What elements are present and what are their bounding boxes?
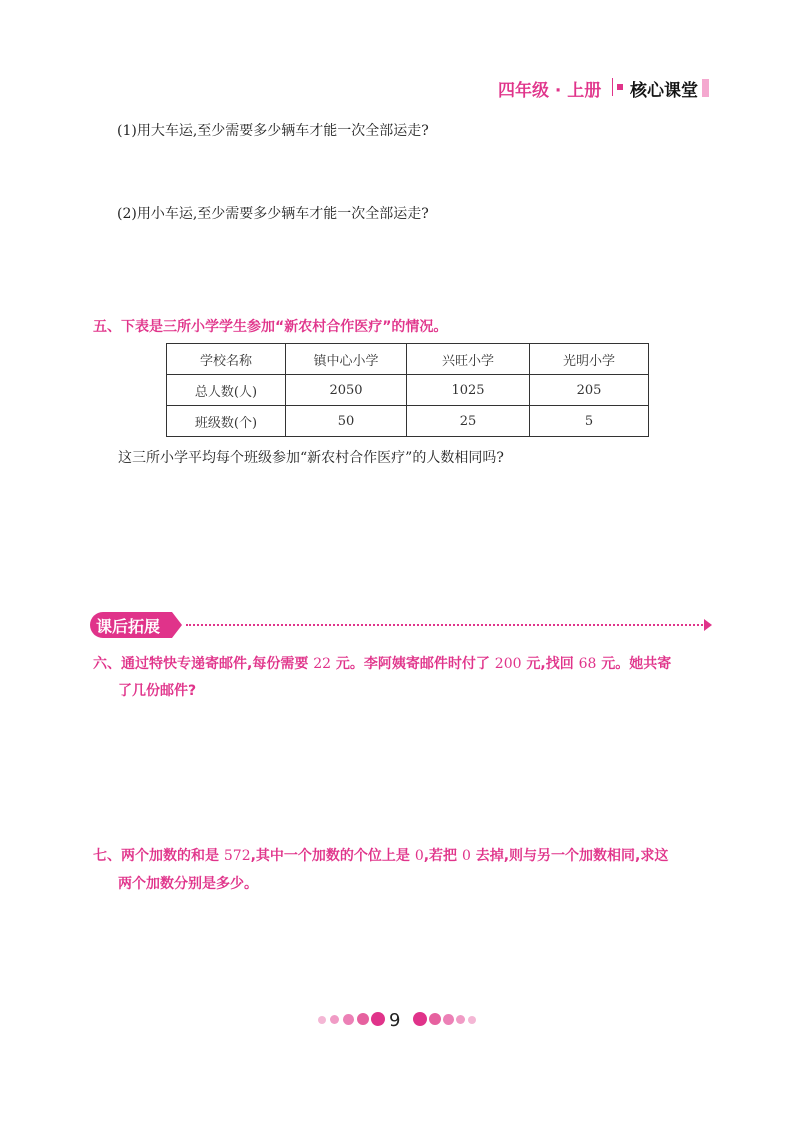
- q6-number: 22: [313, 656, 332, 672]
- table-cell: 205: [530, 375, 649, 406]
- header-grade: 四年级 · 上册: [498, 81, 602, 101]
- q6-number: 200: [494, 656, 522, 672]
- footer-dot-icon: [456, 1015, 465, 1024]
- q6-number: 68: [578, 656, 597, 672]
- section-title: 课后拓展: [96, 617, 161, 636]
- q6-text-a: 六、通过特快专递寄邮件,每份需要: [93, 656, 314, 672]
- footer-dot-icon: [343, 1014, 354, 1025]
- header-square-icon: [617, 84, 623, 90]
- q7-text-a: 七、两个加数的和是: [93, 848, 224, 864]
- footer-dot-icon: [429, 1013, 441, 1025]
- table-header-cell: 镇中心小学: [286, 344, 407, 375]
- q7-line2: 两个加数分别是多少。: [118, 876, 258, 892]
- header-bar-icon: [702, 79, 709, 97]
- q6-line1: [93, 653, 671, 673]
- table-cell: 25: [407, 406, 530, 437]
- footer-dot-icon: [443, 1014, 454, 1025]
- q6-text-c: 元,找回: [521, 656, 579, 672]
- footer-dot-icon: [371, 1012, 385, 1026]
- section-dotted-line: [186, 624, 706, 626]
- q7-text-c: ,若把: [423, 848, 462, 864]
- page-number: 9: [389, 1010, 401, 1031]
- q4-sub2: (2)用小车运,至少需要多少辆车才能一次全部运走?: [117, 206, 429, 222]
- table-row: [167, 406, 649, 437]
- footer-dot-icon: [330, 1015, 339, 1024]
- table-header-cell: 学校名称: [167, 344, 286, 375]
- q6-line2: 了几份邮件?: [118, 683, 197, 699]
- table-header-cell: 兴旺小学: [407, 344, 530, 375]
- q4-sub1: (1)用大车运,至少需要多少辆车才能一次全部运走?: [117, 123, 429, 139]
- q5-stem: 五、下表是三所小学学生参加“新农村合作医疗”的情况。: [93, 319, 448, 335]
- header-title: 核心课堂: [630, 81, 698, 101]
- table-cell: 班级数(个): [167, 406, 286, 437]
- q7-number: 572: [223, 848, 251, 864]
- footer-dot-icon: [318, 1016, 326, 1024]
- q7-number: 0: [461, 848, 471, 864]
- q7-text-d: 去掉,则与另一个加数相同,求这: [470, 848, 669, 864]
- table-cell: 总人数(人): [167, 375, 286, 406]
- q6-text-d: 元。她共寄: [596, 656, 672, 672]
- footer-dot-icon: [357, 1013, 369, 1025]
- q7-text-b: ,其中一个加数的个位上是: [250, 848, 415, 864]
- footer-dot-icon: [413, 1012, 427, 1026]
- footer-dot-icon: [468, 1016, 476, 1024]
- q5-question: 这三所小学平均每个班级参加“新农村合作医疗”的人数相同吗?: [118, 450, 504, 466]
- q6-text-b: 元。李阿姨寄邮件时付了: [331, 656, 495, 672]
- table-header-row: [167, 344, 649, 375]
- q7-number: 0: [414, 848, 424, 864]
- school-table: [166, 343, 649, 437]
- table-cell: 5: [530, 406, 649, 437]
- table-cell: 1025: [407, 375, 530, 406]
- table-cell: 2050: [286, 375, 407, 406]
- header-separator: [612, 78, 613, 96]
- table-cell: 50: [286, 406, 407, 437]
- arrow-right-icon: [704, 619, 712, 631]
- table-header-cell: 光明小学: [530, 344, 649, 375]
- table-row: [167, 375, 649, 406]
- q7-line1: [93, 845, 668, 865]
